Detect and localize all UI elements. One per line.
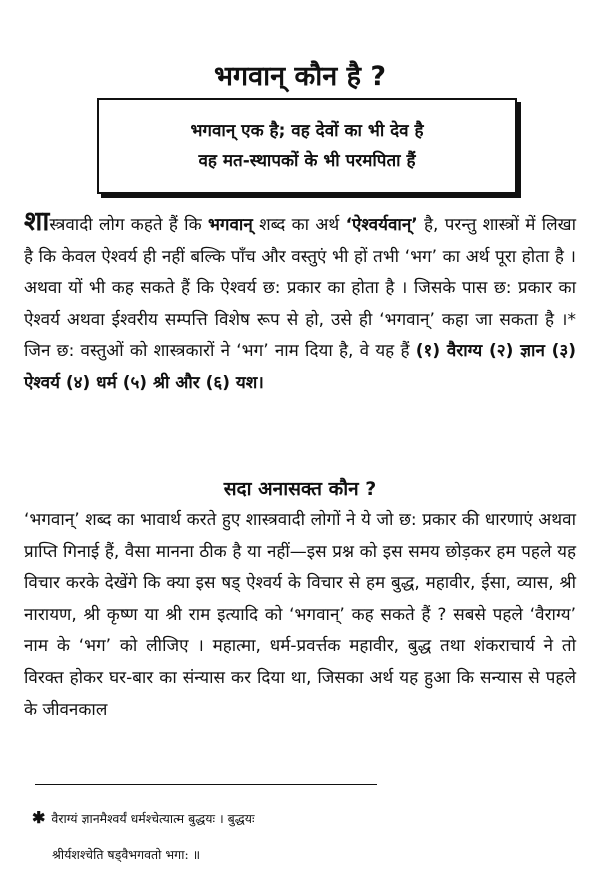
paragraph-2: ‘भगवान्’ शब्द का भावार्थ करते हुए शास्त्रवादी लोगों ने ये जो छ: प्रकार की धारणाएं अथवा प्राप्ति गिनाई हैं, वैसा मानना ठीक है या नहीं—इस प्रश्न को इस समय छोड़कर हम पहले यह विचार करके देखेंगे कि क्या इस षड् ऐश्वर्य के विचार से हम बुद्ध, महावीर, ईसा, व्यास, श्री नारायण, श्री कृष्ण या श्री राम इत्यादि को ‘भगवान्’ कह सकते हैं ? सबसे पहले ‘वैराग्य’ नाम के ‘भग’ को लीजिए । महात्मा, धर्म-प्रवर्त्तक महावीर, बुद्ध तथा शंकराचार्य ने तो विरक्त होकर घर-बार का संन्यास कर दिया था, जिसका अर्थ यह हुआ कि सन्यास से पहले के जीवनकाल [24,510,576,720]
box-line-1: भगवान् एक है; वह देवों का भी देव है [190,121,424,141]
highlight-box [97,98,517,194]
footnote-line-2: श्रीर्यशश्चेति षड्वैभगवतो भगा: ॥ [52,847,201,862]
paragraph-1-text-b: शब्द का अर्थ [252,215,346,235]
paragraph-1-text-c: है, परन्तु शास्त्रों में लिखा है कि केवल ऐश्वर्य ही नहीं बल्कि पाँच और वस्तुएं भी हों तभी ‘भग’ का अर्थ पूरा होता है । अथवा यों भी कह सकते हैं कि ऐश्वर्य छ: प्रकार का होता है । जिसके पास छ: प्रकार का ऐश्वर्य अथवा ईश्वरीय सम्पत्ति विशेष रूप से हो, उसे ही ‘भगवान्’ कहा जा सकता है ।* जिन छ: वस्तुओं को शास्त्रकारों ने ‘भग’ नाम दिया है, वे यह हैं [24,215,576,362]
paragraph-1 [24,206,576,400]
section-heading: सदा अनासक्त कौन ? [223,478,377,500]
six-bhag-list: (१) वैराग्य (२) ज्ञान (३) ऐश्वर्य (४) धर्म (५) श्री और (६) यश। [24,341,576,393]
footnote-line-1 [32,808,255,827]
footnote-text-1: वैराग्यं ज्ञानमैश्वर्यं धर्मश्चेत्यात्म बुद्धयः । बुद्धयः [51,811,255,826]
paragraph-1-text-a: स्त्रवादी लोग कहते हैं कि [49,215,208,235]
term-aishwaryavan: ‘ऐश्वर्यवान्’ [345,215,418,235]
term-bhagwan: भगवान् [207,215,253,235]
box-line-2: वह मत-स्थापकों के भी परमपिता हैं [198,151,416,171]
page-title: भगवान् कौन है ? [213,61,387,92]
drop-cap: शा [24,206,50,237]
footnote-asterisk-icon: ✱ [32,808,46,827]
footnote-divider [35,784,377,785]
